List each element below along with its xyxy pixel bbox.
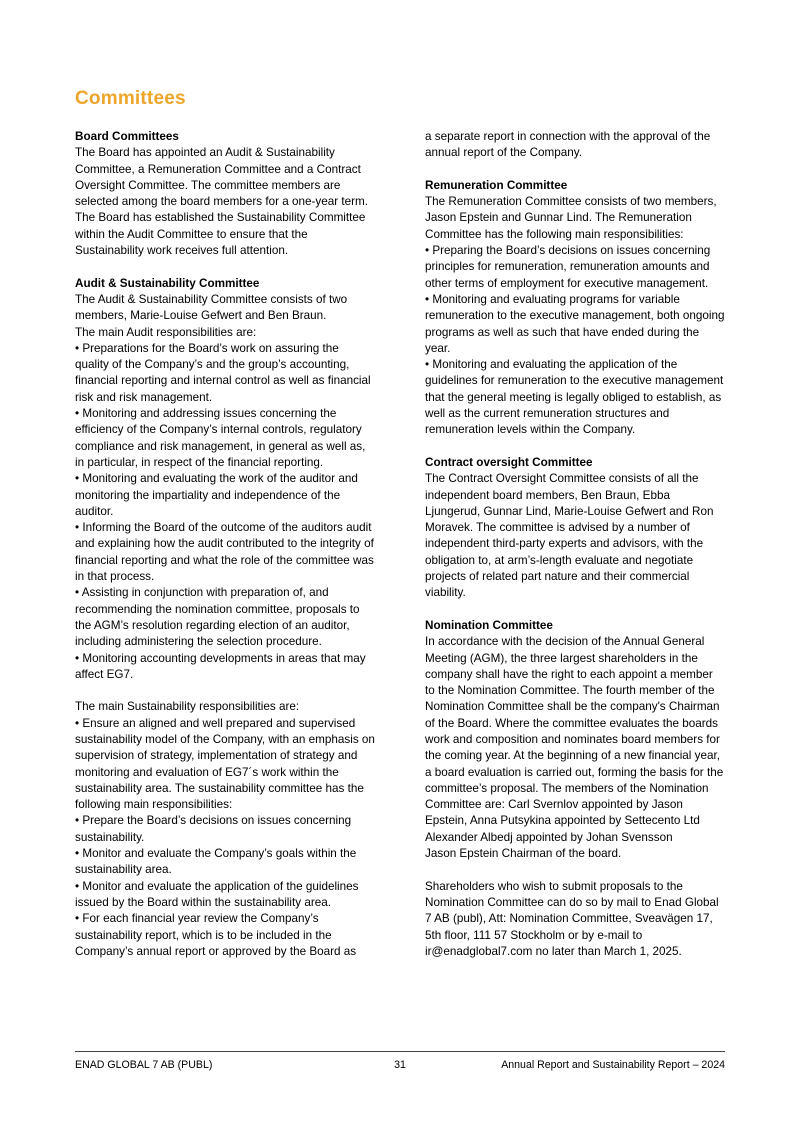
page-footer xyxy=(75,1051,725,1071)
paragraph: The Audit & Sustainability Committee consists of two members, Marie-Louise Gefwert and Ben Braun. xyxy=(75,292,348,323)
bullet-item: • Ensure an aligned and well prepared and supervised sustainability model of the Company, with an emphasis on supervision of strategy, implementation of strategy and monitoring and evaluation of EG7´s work within the sustainability area. The sustainability committee has the following main responsibilities: xyxy=(75,716,375,812)
bullet-item: • Preparing the Board’s decisions on issues concerning principles for remuneration, remuneration amounts and other terms of employment for executive management. xyxy=(425,244,711,290)
bullet-item: • For each financial year review the Company’s sustainability report, which is to be included in the Company’s annual report or approved by the Board as xyxy=(75,912,357,958)
footer-company-name: ENAD GLOBAL 7 AB (PUBL) xyxy=(75,1059,213,1071)
page-title: Committees xyxy=(75,88,186,109)
bullet-item: • Monitoring accounting developments in areas that may affect EG7. xyxy=(75,651,366,681)
section-heading: Remuneration Committee xyxy=(425,178,568,192)
section-heading: Contract oversight Committee xyxy=(425,455,593,469)
paragraph: The main Audit responsibilities are: xyxy=(75,325,257,339)
paragraph: a separate report in connection with the approval of the annual report of the Company. xyxy=(425,130,711,160)
bullet-item: • Monitor and evaluate the Company’s goals within the sustainability area. xyxy=(75,847,357,877)
two-column-layout xyxy=(75,129,725,960)
bullet-item: • Monitoring and addressing issues concerning the efficiency of the Company’s internal controls, regulatory compliance and risk management, in general as well as, in particular, in respect of the financial reporting. xyxy=(75,407,366,469)
section-heading: Nomination Committee xyxy=(425,618,553,632)
bullet-item: • Assisting in conjunction with preparation of, and recommending the nomination committee, proposals to the AGM’s resolution regarding election of an auditor, including administering the selection procedure. xyxy=(75,586,360,649)
section-heading: Audit & Sustainability Committee xyxy=(75,276,260,290)
paragraph: The main Sustainability responsibilities are: xyxy=(75,700,300,714)
paragraph: The Contract Oversight Committee consists of all the independent board members, Ben Braun, Ebba Ljungerud, Gunnar Lind, Marie-Louise Gefwert and Ron Moravek. The committee is advised by a number of independent third-party experts and advisors, with the obligation to, at arm’s-length evaluate and negotiate projects of related part nature and their commercial viability. xyxy=(425,472,714,600)
paragraph-spacer xyxy=(75,259,375,275)
bullet-item: • Monitoring and evaluating the work of the auditor and monitoring the impartiality and independence of the auditor. xyxy=(75,472,358,518)
bullet-item: • Informing the Board of the outcome of the auditors audit and explaining how the audit contributed to the integrity of financial reporting and what the role of the committee was in that process. xyxy=(75,521,374,584)
paragraph: The Board has appointed an Audit & Sustainability Committee, a Remuneration Committee and a Contract Oversight Committee. The committee members are selected among the board members for a one-year term. The Board has established the Sustainability Committee within the Audit Committee to ensure that the Sustainability work receives full attention. xyxy=(75,146,368,258)
paragraph-spacer xyxy=(425,602,725,618)
footer-page-number: 31 xyxy=(394,1059,406,1071)
bullet-item: • Preparations for the Board’s work on assuring the quality of the Company’s and the group’s accounting, financial reporting and internal control as well as financial risk and risk management. xyxy=(75,341,371,404)
paragraph: In accordance with the decision of the Annual General Meeting (AGM), the three largest shareholders in the company shall have the right to each appoint a member to the Nomination Committee. The fourth member of the Nomination Committee shall be the company's Chairman of the Board. Where the committee evaluates the boards work and composition and nominates board members for the coming year. At the beginning of a new financial year, a board evaluation is carried out, forming the basis for the committee’s proposal. The members of the Nomination Committee are: Carl Svernlov appointed by Jason Epstein, Anna Putsykina appointed by Settecento Ltd xyxy=(425,635,724,828)
paragraph-spacer xyxy=(425,439,725,455)
bullet-item: • Monitoring and evaluating programs for variable remuneration to the executive management, both ongoing programs as well as such that have ended during the year. xyxy=(425,292,725,355)
paragraph-spacer xyxy=(425,862,725,878)
section-heading: Board Committees xyxy=(75,130,179,143)
paragraph: Jason Epstein Chairman of the board. xyxy=(425,847,622,861)
paragraph: The Remuneration Committee consists of two members, Jason Epstein and Gunnar Lind. The Remuneration Committee has the following main responsibilities: xyxy=(425,195,717,241)
paragraph-spacer xyxy=(425,162,725,178)
bullet-item: • Monitor and evaluate the application of the guidelines issued by the Board within the sustainability area. xyxy=(75,879,359,909)
paragraph: Shareholders who wish to submit proposals to the Nomination Committee can do so by mail to Enad Global 7 AB (publ), Att: Nomination Committee, Sveavägen 17, 5th floor, 111 57 Stockholm or by e-mail to ir@enadglobal7.com no later than March 1, 2025. xyxy=(425,879,719,958)
paragraph: Alexander Albedj appointed by Johan Svensson xyxy=(425,830,673,844)
paragraph-spacer xyxy=(75,683,375,699)
bullet-item: • Prepare the Board’s decisions on issues concerning sustainability. xyxy=(75,814,352,844)
footer-report-title: Annual Report and Sustainability Report – 2024 xyxy=(501,1059,725,1071)
right-column xyxy=(425,129,725,960)
bullet-item: • Monitoring and evaluating the application of the guidelines for remuneration to the executive management that the general meeting is legally obliged to establish, as well as the current remuneration structures and remuneration levels within the Company. xyxy=(425,358,724,437)
left-column xyxy=(75,129,375,960)
